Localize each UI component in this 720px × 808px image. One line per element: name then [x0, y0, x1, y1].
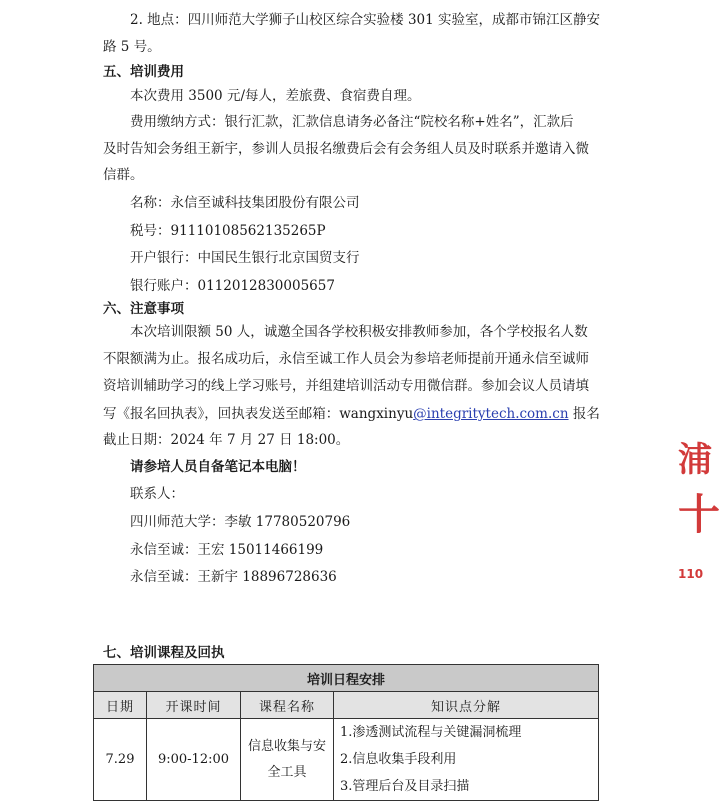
location-line-1: 2. 地点：四川师范大学狮子山校区综合实验楼 301 实验室，成都市锦江区静安 — [130, 12, 601, 28]
notice-line-2: 不限额满为止。报名成功后，永信至诚工作人员会为参培老师提前开通永信至诚师 — [103, 351, 589, 367]
notice-line-1: 本次培训限额 50 人，诚邀全国各学校积极安排教师参加，各个学校报名人数 — [130, 324, 588, 340]
payment-line-2: 及时告知会务组王新宇，参训人员报名缴费后会有会务组人员及时联系并邀请入微 — [103, 141, 589, 157]
signup-text: 报名 — [568, 406, 600, 422]
bank-name: 开户银行：中国民生银行北京国贸支行 — [130, 250, 360, 266]
payment-line-3: 信群。 — [103, 167, 144, 183]
row-time: 9:00-12:00 — [147, 719, 241, 801]
contact-1: 四川师范大学：李敏 17780520796 — [130, 514, 351, 530]
email-prefix-text: 写《报名回执表》，回执表发送至邮箱：wangxinyu — [103, 406, 414, 422]
contact-3: 永信至诚：王新宇 18896728636 — [130, 569, 337, 585]
schedule-table — [93, 664, 599, 801]
section-7-heading: 七、培训课程及回执 — [103, 645, 225, 661]
header-date: 日期 — [94, 692, 147, 719]
company-name: 名称：永信至诚科技集团股份有限公司 — [130, 195, 360, 211]
row-date: 7.29 — [94, 719, 147, 801]
fee-line: 本次费用 3500 元/每人，差旅费、食宿费自理。 — [130, 88, 421, 104]
notice-line-3: 资培训辅助学习的线上学习账号，并组建培训活动专用微信群。参加会议人员请填 — [103, 378, 589, 394]
header-course: 课程名称 — [241, 692, 334, 719]
laptop-notice: 请参培人员自备笔记本电脑！ — [130, 459, 306, 475]
payment-line-1: 费用缴纳方式：银行汇款，汇款信息请务必备注“院校名称+姓名”，汇款后 — [130, 114, 574, 130]
bank-account: 银行账户：0112012830005657 — [130, 278, 335, 294]
notice-line-4 — [103, 405, 600, 423]
table-row — [94, 719, 599, 801]
header-topics: 知识点分解 — [334, 692, 599, 719]
row-course — [241, 719, 334, 801]
topic-item: 2.信息收集手段利用 — [340, 752, 457, 767]
row-topics — [334, 719, 599, 801]
header-time: 开课时间 — [147, 692, 241, 719]
stamp-char-1: 浦 — [678, 440, 712, 480]
course-line-1: 信息收集与安 — [247, 738, 326, 754]
section-5-heading: 五、培训费用 — [103, 64, 184, 80]
deadline-line: 截止日期：2024 年 7 月 27 日 18:00。 — [103, 432, 350, 448]
contact-label: 联系人： — [130, 486, 184, 502]
topic-item: 3.管理后台及目录扫描 — [340, 779, 470, 794]
location-line-2: 路 5 号。 — [103, 39, 161, 55]
contact-2: 永信至诚：王宏 15011466199 — [130, 542, 324, 558]
topic-item: 1.渗透测试流程与关键漏洞梳理 — [340, 725, 522, 740]
course-line-2: 全工具 — [267, 764, 307, 780]
stamp-char-2: 十 — [678, 490, 720, 539]
schedule-title: 培训日程安排 — [94, 665, 599, 692]
email-link[interactable]: @integritytech.com.cn — [413, 406, 569, 422]
tax-id: 税号：91110108562135265P — [130, 223, 326, 239]
stamp-number: 110 — [678, 567, 704, 581]
section-6-heading: 六、注意事项 — [103, 301, 184, 317]
